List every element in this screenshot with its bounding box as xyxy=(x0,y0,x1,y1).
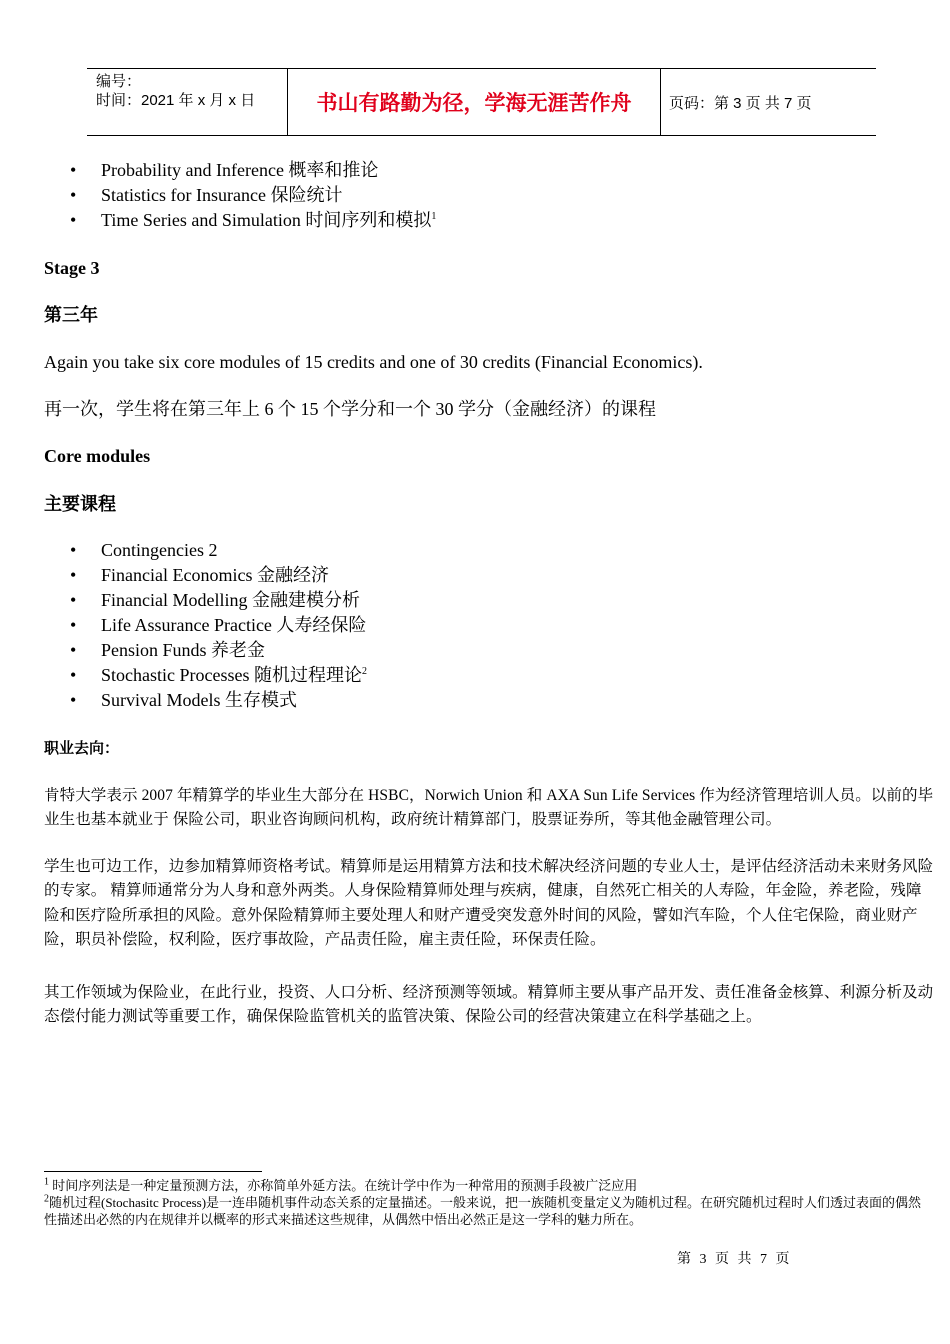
page-footer: 第 3 页 共 7 页 xyxy=(677,1252,790,1267)
list-item-text: Statistics for Insurance 保险统计 xyxy=(101,185,343,205)
page-header xyxy=(87,68,876,136)
intro-en: Again you take six core modules of 15 credits and one of 30 credits (Financial Economics). xyxy=(44,352,703,372)
footnote-mark: 2 xyxy=(44,1193,49,1205)
list-item xyxy=(44,208,436,233)
list-item xyxy=(44,638,367,663)
list-item xyxy=(44,158,436,183)
module-list-stage2 xyxy=(44,158,436,233)
core-heading-cn: 主要课程 xyxy=(44,494,116,514)
list-item xyxy=(44,563,367,588)
footnote-divider xyxy=(44,1171,262,1172)
header-motto: 书山有路勤为径，学海无涯苦作舟 xyxy=(288,69,661,135)
list-item-text: Time Series and Simulation 时间序列和模拟 xyxy=(101,210,432,230)
header-meta-cell xyxy=(87,69,288,135)
footnote-text: 时间序列法是一种定量预测方法，亦称简单外延方法。在统计学中作为一种常用的预测手段被广泛应用 xyxy=(49,1178,638,1193)
list-item-text: Pension Funds 养老金 xyxy=(101,640,266,660)
list-item-text: Financial Economics 金融经济 xyxy=(101,565,329,585)
footnote-text: 随机过程(Stochasitc Process)是一连串随机事件动态关系的定量描述。一般来说，把一族随机变量定义为随机过程。在研究随机过程时人们透过表面的偶然性描述出必然的内在规律并以概率的形式来描述这些规律，从偶然中悟出必然正是这一学科的魅力所在。 xyxy=(44,1195,922,1227)
list-item xyxy=(44,588,367,613)
list-item-text: Probability and Inference 概率和推论 xyxy=(101,160,379,180)
list-item xyxy=(44,663,367,688)
list-item xyxy=(44,613,367,638)
career-paragraph: 学生也可边工作，边参加精算师资格考试。精算师是运用精算方法和技术解决经济问题的专业人士，是评估经济活动未来财务风险的专家。 精算师通常分为人身和意外两类。人身保险精算师处理与疾病，健康，自然死亡相关的人寿险，年金险，养老险，残障险和医疗险所承担的风险。意外保险精算师主要处理人和财产遭受突发意外时间的风险，譬如汽车险，个人住宅保险，商业财产险，职员补偿险，权利险，医疗事故险，产品责任险，雇主责任险，环保责任险。 xyxy=(44,858,934,948)
footnote-1 xyxy=(44,1178,924,1195)
header-page-label: 页码：第 3 页 共 7 页 xyxy=(669,94,812,112)
footnote-ref-2[interactable]: 2 xyxy=(361,666,367,677)
stage-heading: Stage 3 xyxy=(44,258,100,278)
core-heading: Core modules xyxy=(44,446,151,466)
list-item-text: Life Assurance Practice 人寿经保险 xyxy=(101,615,367,635)
intro-cn: 再一次，学生将在第三年上 6 个 15 个学分和一个 30 学分（金融经济）的课程 xyxy=(44,399,656,419)
list-item-text: Financial Modelling 金融建模分析 xyxy=(101,590,360,610)
list-item xyxy=(44,688,367,713)
footnote-ref-1[interactable]: 1 xyxy=(431,211,437,222)
list-item xyxy=(44,538,367,563)
footnote-2 xyxy=(44,1195,924,1228)
header-number-label: 编号： xyxy=(96,73,142,90)
list-item-text: Survival Models 生存模式 xyxy=(101,690,297,710)
career-paragraph: 其工作领域为保险业，在此行业，投资、人口分析、经济预测等领域。精算师主要从事产品开发、责任准备金核算、利源分析及动态偿付能力测试等重要工作，确保保险监管机关的监管决策、保险公司的经营决策建立在科学基础之上。 xyxy=(44,984,934,1026)
module-list-core xyxy=(44,538,367,713)
header-time-label: 时间：2021 年 x 月 x 日 xyxy=(96,92,256,109)
career-paragraph: 肯特大学表示 2007 年精算学的毕业生大部分在 HSBC，Norwich Union 和 AXA Sun Life Services 作为经济管理培训人员。以前的毕业生也基本就业于 保险公司，职业咨询顾问机构，政府统计精算部门，股票证券所，等其他金融管理公司。 xyxy=(44,787,934,829)
list-item-text: Stochastic Processes 随机过程理论 xyxy=(101,665,362,685)
career-title: 职业去向： xyxy=(44,739,120,757)
list-item-text: Contingencies 2 xyxy=(101,540,218,560)
footnote-mark: 1 xyxy=(44,1176,49,1188)
stage-heading-cn: 第三年 xyxy=(44,305,98,325)
list-item xyxy=(44,183,436,208)
